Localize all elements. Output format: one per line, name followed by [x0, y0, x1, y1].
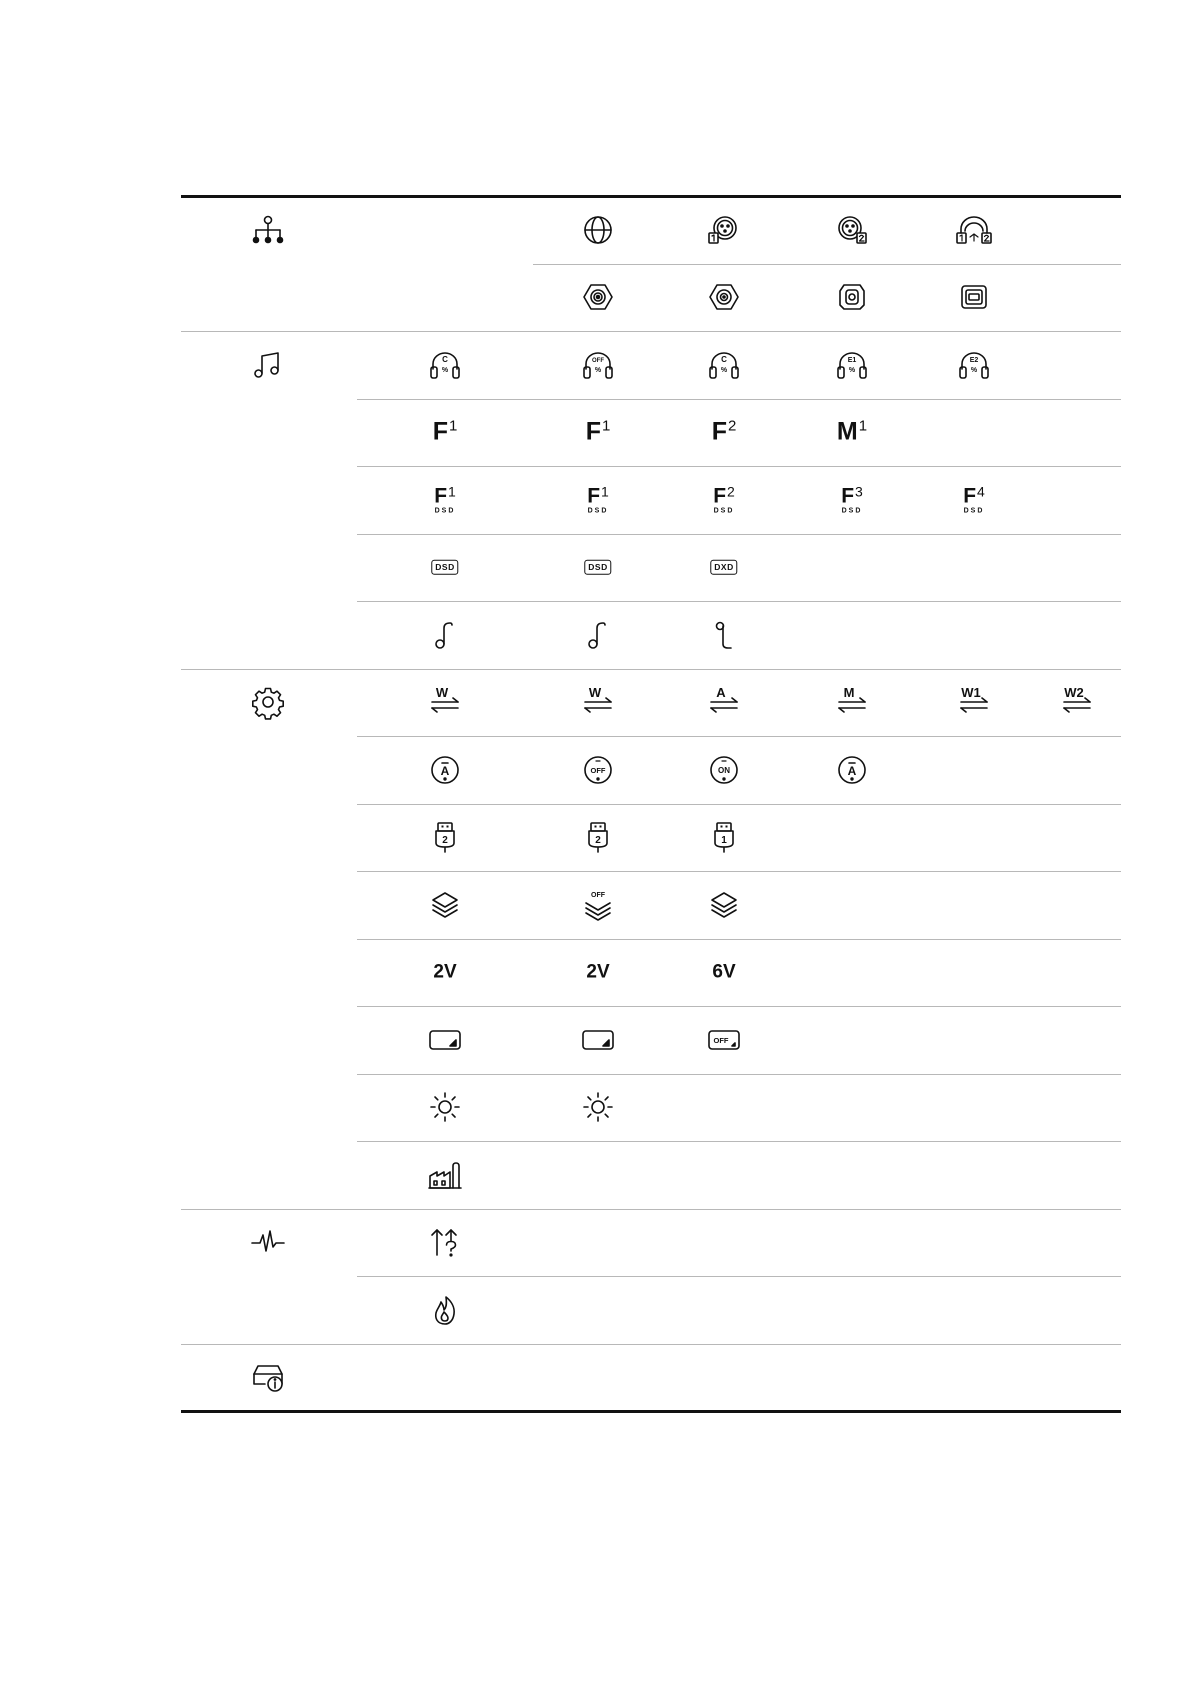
filter-label	[711, 417, 737, 446]
section-divider	[181, 1344, 1121, 1345]
circle-off-icon	[583, 755, 613, 785]
exchange-arrows-icon	[581, 687, 615, 717]
flame-icon	[432, 1294, 458, 1326]
mode-label: W1	[961, 685, 981, 701]
svg-text:%: %	[594, 366, 602, 374]
filter-letter: F	[434, 484, 448, 508]
table-top-rule	[181, 195, 1121, 198]
mode-label: W2	[1064, 685, 1084, 701]
svg-text:%: %	[441, 366, 449, 374]
filter-label	[432, 417, 458, 446]
filter-label	[836, 417, 868, 446]
eighth-rest-icon	[713, 620, 735, 650]
usb-2-icon	[586, 821, 610, 853]
voltage-text: 2V	[433, 961, 457, 983]
row-divider	[357, 736, 1121, 737]
filter-number: 1	[601, 417, 611, 435]
headphone-e1-icon	[836, 350, 868, 380]
exchange-arrows-icon	[428, 687, 462, 717]
layers-off-label: OFF	[591, 891, 605, 899]
optical-connector-icon	[838, 283, 866, 311]
circle-label: A	[847, 763, 857, 778]
mode-label: A	[716, 685, 726, 701]
headphone-e2-icon	[958, 350, 990, 380]
display-icon	[581, 1027, 615, 1053]
usb-2-icon	[433, 821, 457, 853]
filter-number: 1	[601, 483, 609, 500]
usb-label: 2	[595, 835, 601, 847]
row-divider	[357, 871, 1121, 872]
layers-icon	[430, 890, 460, 920]
circle-label: A	[440, 763, 450, 778]
dsd-filter-label	[434, 485, 456, 514]
brightness-icon	[430, 1092, 460, 1122]
row-divider	[357, 1006, 1121, 1007]
filter-letter: F	[432, 417, 448, 446]
globe-icon	[583, 215, 613, 245]
format-box-text: DSD	[431, 560, 458, 575]
coaxial-connector-icon	[583, 283, 613, 311]
brightness-icon	[583, 1092, 613, 1122]
format-box-label	[710, 560, 737, 575]
format-box-text: DXD	[710, 560, 737, 575]
row-divider	[357, 601, 1121, 602]
row-divider	[357, 804, 1121, 805]
filter-number: 2	[727, 483, 735, 500]
dsd-filter-label	[587, 485, 609, 514]
headphone-label: C	[721, 354, 727, 364]
headphone-c-icon	[708, 350, 740, 380]
dsd-filter-label	[713, 485, 735, 514]
dsd-sublabel: DSD	[963, 507, 985, 515]
sixteenth-note-icon	[434, 620, 456, 650]
voltage-label	[586, 963, 609, 982]
row-divider	[357, 1074, 1121, 1075]
circle-a-icon	[837, 755, 867, 785]
dsd-sublabel: DSD	[434, 507, 456, 515]
gear-icon	[252, 686, 284, 718]
update-check-icon	[430, 1227, 460, 1257]
headphone-label: E1	[847, 356, 857, 364]
format-box-label	[431, 560, 458, 575]
headphone-label: E2	[969, 356, 979, 364]
svg-text:%: %	[848, 366, 856, 374]
usb-label: 1	[721, 835, 727, 847]
voltage-label	[712, 963, 735, 982]
dsd-filter-label	[963, 485, 985, 514]
filter-letter: M	[836, 417, 858, 446]
filter-letter: F	[711, 417, 727, 446]
exchange-arrows-icon	[1060, 687, 1094, 717]
dsd-sublabel: DSD	[713, 507, 735, 515]
mode-label: W	[435, 685, 449, 701]
layers-off-icon	[583, 890, 613, 920]
headphones-1-2-icon	[956, 215, 992, 245]
display-icon	[428, 1027, 462, 1053]
voltage-label	[433, 963, 456, 982]
coaxial-connector-alt-icon	[709, 283, 739, 311]
filter-letter: F	[841, 484, 855, 508]
filter-number: 3	[855, 483, 863, 500]
row-divider	[357, 939, 1121, 940]
filter-letter: F	[963, 484, 977, 508]
display-off-icon	[707, 1027, 741, 1053]
exchange-arrows-icon	[957, 687, 991, 717]
headphone-label: OFF	[592, 357, 604, 364]
display-off-label: OFF	[713, 1035, 729, 1045]
section-divider	[181, 331, 1121, 332]
svg-text:%: %	[970, 366, 978, 374]
section-divider	[181, 669, 1121, 670]
layers-icon	[709, 890, 739, 920]
dsd-sublabel: DSD	[841, 507, 863, 515]
format-box-text: DSD	[584, 560, 611, 575]
sixteenth-note-icon	[587, 620, 609, 650]
music-note-icon	[253, 351, 283, 379]
pulse-icon	[251, 1229, 285, 1255]
usb-label: 2	[442, 835, 448, 847]
circle-label: ON	[718, 765, 730, 775]
voltage-text: 2V	[586, 961, 610, 983]
headphone-c-icon	[429, 350, 461, 380]
filter-number: 1	[858, 417, 868, 435]
dsd-filter-label	[841, 485, 863, 514]
voltage-text: 6V	[712, 961, 736, 983]
filter-letter: F	[587, 484, 601, 508]
row-divider	[357, 466, 1121, 467]
usb-1-icon	[712, 821, 736, 853]
filter-number: 2	[727, 417, 737, 435]
circle-label: OFF	[590, 765, 606, 775]
mode-label: W	[588, 685, 602, 701]
headphone-off-icon	[582, 350, 614, 380]
mode-label: M	[843, 685, 855, 701]
filter-letter: F	[713, 484, 727, 508]
table-bottom-rule	[181, 1410, 1121, 1413]
exchange-arrows-icon	[707, 687, 741, 717]
circle-a-icon	[430, 755, 460, 785]
section-divider	[181, 1209, 1121, 1210]
filter-number: 4	[977, 483, 985, 500]
filter-number: 1	[448, 483, 456, 500]
row-divider	[533, 264, 1121, 265]
format-box-label	[584, 560, 611, 575]
xlr-input-2-icon	[836, 215, 868, 245]
headphone-label: C	[442, 354, 448, 364]
row-divider	[357, 1276, 1121, 1277]
filter-letter: F	[585, 417, 601, 446]
filter-number: 1	[448, 417, 458, 435]
factory-reset-icon	[428, 1160, 462, 1190]
circle-on-icon	[709, 755, 739, 785]
network-tree-icon	[252, 215, 284, 245]
filter-label	[585, 417, 611, 446]
xlr-input-1-icon	[708, 215, 740, 245]
dsd-sublabel: DSD	[587, 507, 609, 515]
device-info-icon	[251, 1362, 285, 1392]
svg-text:%: %	[720, 366, 728, 374]
row-divider	[357, 399, 1121, 400]
exchange-arrows-icon	[835, 687, 869, 717]
row-divider	[357, 534, 1121, 535]
usb-b-connector-icon	[960, 283, 988, 311]
row-divider	[357, 1141, 1121, 1142]
